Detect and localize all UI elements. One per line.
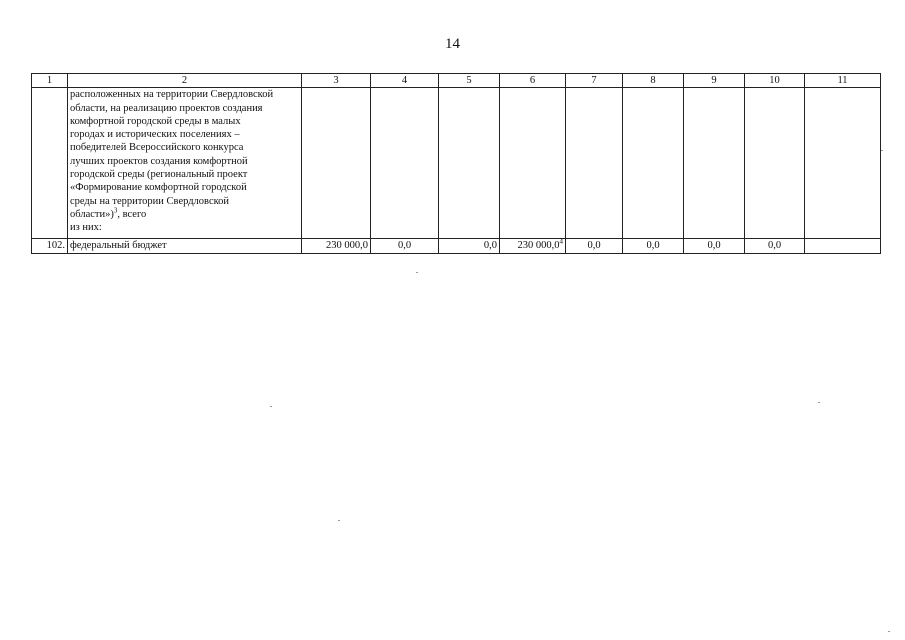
empty-cell: [566, 88, 623, 239]
value-col4: 0,0: [371, 239, 439, 253]
empty-cell: [805, 88, 881, 239]
header-cell: 11: [805, 74, 881, 88]
header-cell: 1: [32, 74, 68, 88]
description-line: комфортной городской среды в малых: [70, 115, 241, 127]
scan-speck: [416, 272, 418, 273]
value-col5: 0,0: [439, 239, 500, 253]
row-number-empty: [32, 88, 68, 239]
footnote-mark: 4: [559, 237, 563, 246]
description-line: расположенных на территории Свердловской: [70, 89, 274, 101]
description-line: среды на территории Свердловской: [70, 195, 230, 207]
scan-speck: [270, 406, 272, 407]
scan-speck: [881, 150, 883, 151]
scan-speck: [818, 402, 820, 403]
header-cell: 5: [439, 74, 500, 88]
header-cell: 7: [566, 74, 623, 88]
header-cell: 9: [684, 74, 745, 88]
value-col3: 230 000,0: [302, 239, 371, 253]
scan-speck: [338, 520, 340, 521]
description-line: городах и исторических поселениях –: [70, 129, 240, 141]
empty-cell: [623, 88, 684, 239]
header-cell: 6: [500, 74, 566, 88]
description-line: [70, 208, 299, 221]
value-col10: 0,0: [745, 239, 805, 253]
description-line: «Формирование комфортной городской: [70, 182, 247, 194]
empty-cell: [500, 88, 566, 239]
description-cell: [68, 88, 302, 239]
footnote-mark: 3: [113, 206, 118, 215]
description-line: области, на реализацию проектов создания: [70, 102, 263, 114]
empty-cell: [371, 88, 439, 239]
row-name: федеральный бюджет: [68, 239, 302, 253]
description-line: лучших проектов создания комфортной: [70, 155, 248, 167]
description-line: из них:: [70, 222, 102, 234]
header-cell: 4: [371, 74, 439, 88]
value-col7: 0,0: [566, 239, 623, 253]
value-col9: 0,0: [684, 239, 745, 253]
page-number: 14: [445, 36, 460, 52]
table-row-description: [32, 88, 881, 239]
description-line: городской среды (региональный проект: [70, 169, 248, 181]
empty-cell: [439, 88, 500, 239]
header-cell: 10: [745, 74, 805, 88]
row-number: 102.: [32, 239, 68, 253]
scan-speck: [888, 631, 890, 632]
description-line: победителей Всероссийского конкурса: [70, 142, 244, 154]
table-header-row: [32, 74, 881, 88]
value-col8: 0,0: [623, 239, 684, 253]
value-col6: [500, 239, 566, 253]
value-col11: [805, 239, 881, 253]
empty-cell: [302, 88, 371, 239]
value-col6-text: 230 000,0: [517, 240, 560, 252]
table-row-102: [32, 239, 881, 253]
description-text: , всего: [117, 208, 147, 220]
header-cell: 2: [68, 74, 302, 88]
budget-table: [31, 73, 881, 254]
empty-cell: [745, 88, 805, 239]
header-cell: 8: [623, 74, 684, 88]
description-text: области»): [70, 208, 114, 220]
empty-cell: [684, 88, 745, 239]
header-cell: 3: [302, 74, 371, 88]
